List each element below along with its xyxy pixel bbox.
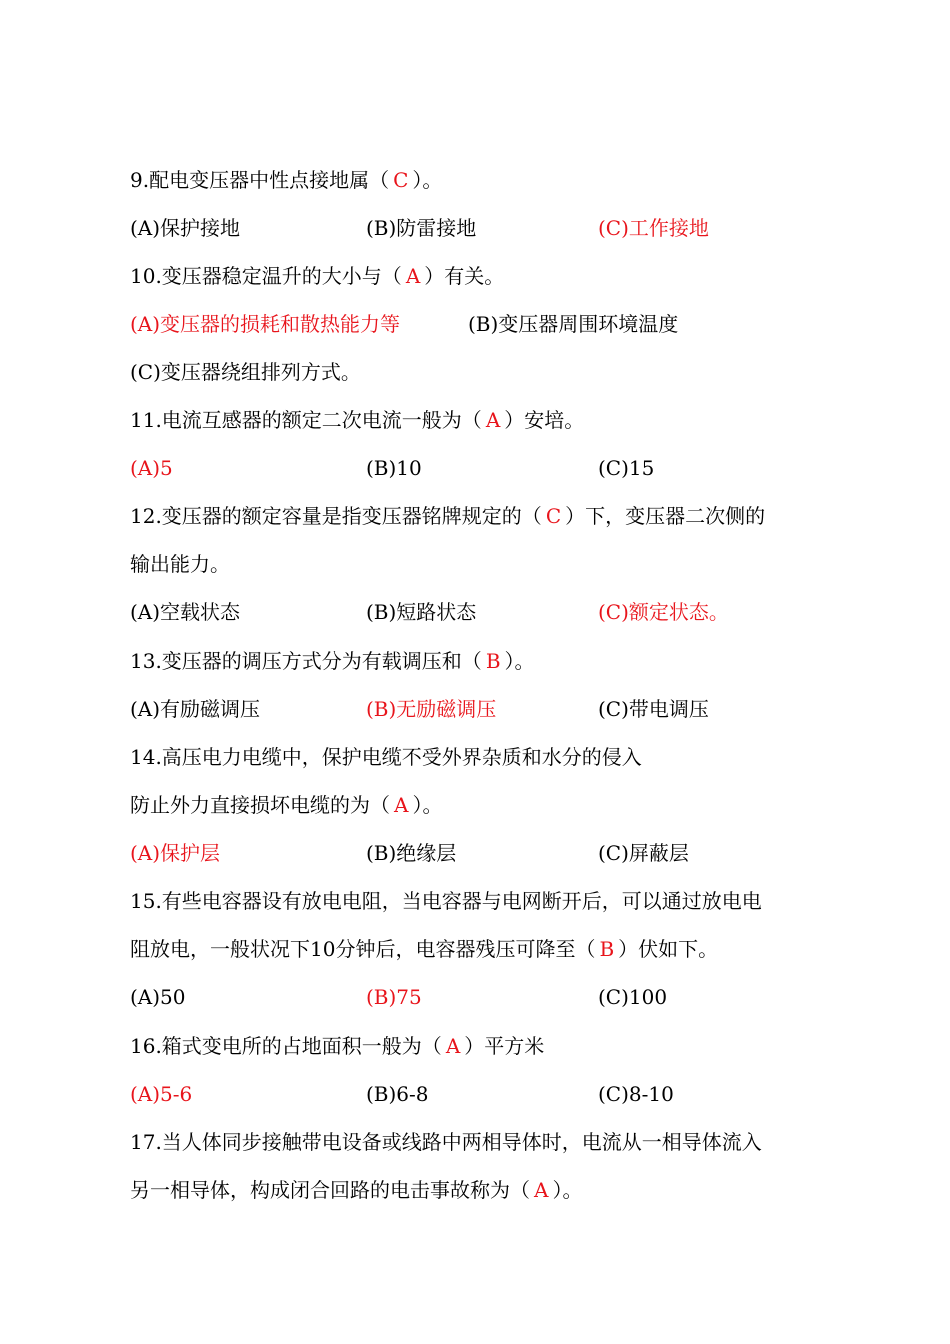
answer-17: A [534,1178,549,1202]
option-c: (C)带电调压 [598,697,709,721]
options-13 [130,694,840,724]
answer-9: C [393,168,409,192]
question-11: 11.电流互感器的额定二次电流一般为（ A ）安培。 [130,408,585,432]
answer-16: A [445,1034,461,1058]
question-15-line2: 阻放电，一般状况下10分钟后，电容器残压可降至（ B ）伏如下。 [130,937,719,961]
option-a: (A)有励磁调压 [130,697,261,721]
question-10: 10.变压器稳定温升的大小与（ A ）有关。 [130,264,505,288]
option-a: (A)空载状态 [130,600,241,624]
option-c: (C)100 [598,985,668,1009]
option-c-correct: (C)额定状态。 [598,600,729,624]
options-12 [130,597,840,627]
option-b: (B)绝缘层 [366,841,457,865]
options-16 [130,1079,840,1109]
options-15 [130,982,840,1012]
question-9: 9.配电变压器中性点接地属（ C ）。 [130,168,443,192]
option-b: (B)10 [366,456,422,480]
options-9 [130,213,840,243]
question-12-continued: 输出能力。 [130,552,230,576]
question-17-line2: 另一相导体，构成闭合回路的电击事故称为（ A ）。 [130,1178,583,1202]
option-a-correct: (A)保护层 [130,841,221,865]
option-c: (C)变压器绕组排列方式。 [130,360,361,384]
answer-14: A [394,793,409,817]
question-17: 17.当人体同步接触带电设备或线路中两相导体时，电流从一相导体流入 [130,1130,762,1154]
options-11 [130,453,840,483]
answer-12: C [545,504,562,528]
option-b: (B)变压器周围环境温度 [468,312,679,336]
answer-11: A [485,408,501,432]
option-c: (C)屏蔽层 [598,841,689,865]
option-c: (C)8-10 [598,1082,674,1106]
question-16: 16.箱式变电所的占地面积一般为（ A ）平方米 [130,1034,545,1058]
option-c-correct: (C)工作接地 [598,216,709,240]
question-14-line2: 防止外力直接损坏电缆的为（ A ）。 [130,793,443,817]
options-10-c [130,357,840,387]
question-15: 15.有些电容器设有放电电阻，当电容器与电网断开后，可以通过放电电 [130,889,762,913]
option-b-correct: (B)75 [366,985,422,1009]
options-10 [130,309,840,339]
option-a-correct: (A)5 [130,456,173,480]
option-a: (A)保护接地 [130,216,241,240]
answer-13: B [485,649,501,673]
option-b-correct: (B)无励磁调压 [366,697,497,721]
question-13: 13.变压器的调压方式分为有载调压和（ B ）。 [130,649,535,673]
option-a-correct: (A)5-6 [130,1082,193,1106]
option-a: (A)50 [130,985,186,1009]
options-14 [130,838,840,868]
answer-10: A [405,264,421,288]
option-b: (B)短路状态 [366,600,477,624]
option-c: (C)15 [598,456,655,480]
question-12: 12.变压器的额定容量是指变压器铭牌规定的（ C ）下，变压器二次侧的 [130,504,766,528]
option-b: (B)防雷接地 [366,216,477,240]
answer-15: B [599,937,615,961]
question-14: 14.高压电力电缆中，保护电缆不受外界杂质和水分的侵入 [130,745,642,769]
option-a-correct: (A)变压器的损耗和散热能力等 [130,312,401,336]
option-b: (B)6-8 [366,1082,429,1106]
